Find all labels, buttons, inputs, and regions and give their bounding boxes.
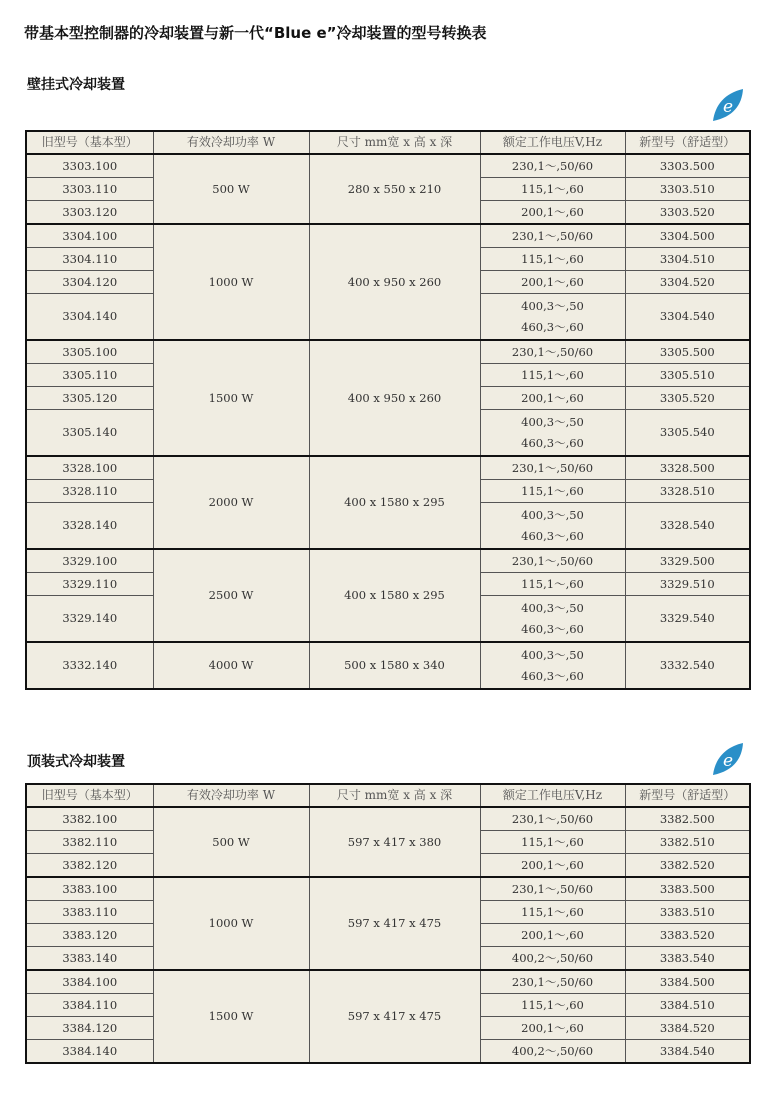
- voltage-line: 115,1～,60: [521, 483, 584, 498]
- voltage-cell: [480, 642, 625, 689]
- table-row: [26, 970, 750, 994]
- voltage-cell: [480, 340, 625, 364]
- old-model-header-line: 旧型号: [41, 135, 78, 149]
- old-model-cell: 3304.100: [26, 224, 153, 248]
- power-cell: 1500 W: [153, 970, 309, 1063]
- new-model-cell: 3329.540: [625, 596, 750, 643]
- new-model-cell: 3383.500: [625, 877, 750, 901]
- voltage-line: 460,3～,60: [521, 668, 584, 683]
- table-row: [26, 877, 750, 901]
- new-model-cell: 3332.540: [625, 642, 750, 689]
- voltage-cell: [480, 503, 625, 550]
- voltage-cell: [480, 224, 625, 248]
- old-model-cell: 3303.110: [26, 178, 153, 201]
- voltage-cell: [480, 154, 625, 178]
- voltage-line: 460,3～,60: [521, 621, 584, 636]
- power-cell: 1500 W: [153, 340, 309, 456]
- voltage-line: 400,2～,50/60: [511, 1043, 594, 1058]
- new-model-cell: 3384.510: [625, 994, 750, 1017]
- voltage-cell: [480, 294, 625, 341]
- new-model-header: [625, 131, 750, 154]
- old-model-cell: 3329.140: [26, 596, 153, 643]
- power-header: [153, 131, 309, 154]
- size-cell: 597 x 417 x 475: [309, 877, 480, 970]
- new-model-cell: 3303.510: [625, 178, 750, 201]
- voltage-line: 230,1～,50/60: [511, 344, 594, 359]
- old-model-cell: 3328.100: [26, 456, 153, 480]
- old-model-cell: 3304.140: [26, 294, 153, 341]
- voltage-line: 230,1～,50/60: [511, 974, 594, 989]
- voltage-line: 115,1～,60: [521, 251, 584, 266]
- voltage-header: [480, 784, 625, 807]
- voltage-line: 115,1～,60: [521, 904, 584, 919]
- power-cell: 2500 W: [153, 549, 309, 642]
- size-header-line: 宽 x 高 x 深: [387, 135, 453, 149]
- voltage-line: 400,3～,50: [521, 414, 584, 429]
- power-header: [153, 784, 309, 807]
- voltage-line: 400,3～,50: [521, 647, 584, 662]
- table-row: [26, 340, 750, 364]
- voltage-cell: [480, 410, 625, 457]
- roof-table-container: [25, 783, 749, 1064]
- power-header-text: 有效冷却功率 W: [186, 788, 276, 802]
- new-model-cell: 3382.510: [625, 831, 750, 854]
- voltage-line: 400,3～,50: [521, 507, 584, 522]
- voltage-line: 230,1～,50/60: [511, 811, 594, 826]
- old-model-cell: 3383.140: [26, 947, 153, 971]
- old-model-cell: 3328.140: [26, 503, 153, 550]
- new-model-cell: 3303.500: [625, 154, 750, 178]
- voltage-line: 400,2～,50/60: [511, 950, 594, 965]
- old-model-header: [26, 131, 153, 154]
- old-model-cell: 3383.120: [26, 924, 153, 947]
- voltage-line: 230,1～,50/60: [511, 881, 594, 896]
- size-cell: 400 x 950 x 260: [309, 224, 480, 340]
- new-model-cell: 3384.500: [625, 970, 750, 994]
- voltage-cell: [480, 924, 625, 947]
- new-model-cell: 3328.510: [625, 480, 750, 503]
- voltage-line: 230,1～,50/60: [511, 228, 594, 243]
- voltage-cell: [480, 854, 625, 878]
- size-header-line: 尺寸 mm: [336, 788, 388, 802]
- old-model-header: [26, 784, 153, 807]
- old-model-header-line: （基本型）: [77, 788, 138, 802]
- wall-table-container: [25, 130, 749, 690]
- voltage-cell: [480, 994, 625, 1017]
- old-model-cell: 3328.110: [26, 480, 153, 503]
- old-model-cell: 3384.110: [26, 994, 153, 1017]
- voltage-cell: [480, 1040, 625, 1064]
- voltage-line: 230,1～,50/60: [511, 158, 594, 173]
- new-model-cell: 3382.520: [625, 854, 750, 878]
- old-model-cell: 3305.110: [26, 364, 153, 387]
- new-model-cell: 3305.540: [625, 410, 750, 457]
- new-model-cell: 3383.540: [625, 947, 750, 971]
- page-title: 带基本型控制器的冷却装置与新一代“Blue e”冷却装置的型号转换表: [24, 24, 487, 42]
- new-model-cell: 3384.540: [625, 1040, 750, 1064]
- blue-e-leaf-icon: [709, 87, 745, 123]
- new-model-cell: 3383.520: [625, 924, 750, 947]
- voltage-cell: [480, 248, 625, 271]
- voltage-line: 230,1～,50/60: [511, 553, 594, 568]
- new-model-header-line: 新型号: [639, 788, 676, 802]
- size-header: [309, 131, 480, 154]
- power-cell: 500 W: [153, 807, 309, 877]
- size-cell: 400 x 1580 x 295: [309, 456, 480, 549]
- new-model-cell: 3304.510: [625, 248, 750, 271]
- table-row: [26, 456, 750, 480]
- voltage-header-line: 额定工作电压: [502, 788, 575, 802]
- old-model-cell: 3382.100: [26, 807, 153, 831]
- power-header-text: 有效冷却功率 W: [186, 135, 276, 149]
- old-model-cell: 3382.120: [26, 854, 153, 878]
- old-model-cell: 3303.100: [26, 154, 153, 178]
- voltage-cell: [480, 807, 625, 831]
- power-cell: 1000 W: [153, 877, 309, 970]
- wall-unit-table: [25, 130, 751, 690]
- new-model-header-line: （舒适型）: [675, 788, 736, 802]
- new-model-cell: 3384.520: [625, 1017, 750, 1040]
- voltage-cell: [480, 947, 625, 971]
- size-header-line: 尺寸 mm: [336, 135, 388, 149]
- old-model-cell: 3304.110: [26, 248, 153, 271]
- table-row: [26, 642, 750, 689]
- old-model-cell: 3329.100: [26, 549, 153, 573]
- voltage-cell: [480, 271, 625, 294]
- old-model-cell: 3384.120: [26, 1017, 153, 1040]
- voltage-line: 200,1～,60: [521, 204, 584, 219]
- old-model-cell: 3384.100: [26, 970, 153, 994]
- new-model-header-line: （舒适型）: [675, 135, 736, 149]
- voltage-cell: [480, 549, 625, 573]
- new-model-header: [625, 784, 750, 807]
- voltage-line: 115,1～,60: [521, 181, 584, 196]
- new-model-cell: 3305.500: [625, 340, 750, 364]
- voltage-line: 200,1～,60: [521, 274, 584, 289]
- old-model-cell: 3383.100: [26, 877, 153, 901]
- voltage-line: 200,1～,60: [521, 390, 584, 405]
- voltage-cell: [480, 596, 625, 643]
- old-model-header-line: （基本型）: [77, 135, 138, 149]
- voltage-cell: [480, 178, 625, 201]
- new-model-cell: 3329.500: [625, 549, 750, 573]
- size-cell: 597 x 417 x 380: [309, 807, 480, 877]
- voltage-line: 400,3～,50: [521, 600, 584, 615]
- voltage-line: 115,1～,60: [521, 576, 584, 591]
- old-model-cell: 3383.110: [26, 901, 153, 924]
- voltage-line: 460,3～,60: [521, 528, 584, 543]
- new-model-cell: 3304.500: [625, 224, 750, 248]
- new-model-cell: 3304.540: [625, 294, 750, 341]
- voltage-cell: [480, 480, 625, 503]
- voltage-header-line: 额定工作电压: [502, 135, 575, 149]
- size-cell: 400 x 950 x 260: [309, 340, 480, 456]
- voltage-header-line: V,Hz: [574, 788, 603, 802]
- size-cell: 400 x 1580 x 295: [309, 549, 480, 642]
- table-row: [26, 549, 750, 573]
- power-cell: 500 W: [153, 154, 309, 224]
- old-model-cell: 3382.110: [26, 831, 153, 854]
- voltage-cell: [480, 573, 625, 596]
- old-model-cell: 3303.120: [26, 201, 153, 225]
- voltage-line: 230,1～,50/60: [511, 460, 594, 475]
- voltage-header: [480, 131, 625, 154]
- table-row: [26, 224, 750, 248]
- wall-section-title: 壁挂式冷却装置: [27, 77, 125, 93]
- size-header-line: 宽 x 高 x 深: [387, 788, 453, 802]
- voltage-cell: [480, 901, 625, 924]
- voltage-line: 115,1～,60: [521, 834, 584, 849]
- voltage-cell: [480, 201, 625, 225]
- voltage-line: 115,1～,60: [521, 997, 584, 1012]
- voltage-cell: [480, 364, 625, 387]
- voltage-line: 460,3～,60: [521, 435, 584, 450]
- power-cell: 1000 W: [153, 224, 309, 340]
- size-cell: 597 x 417 x 475: [309, 970, 480, 1063]
- new-model-cell: 3328.500: [625, 456, 750, 480]
- new-model-header-line: 新型号: [639, 135, 676, 149]
- old-model-cell: 3332.140: [26, 642, 153, 689]
- roof-section-title: 顶装式冷却装置: [27, 754, 125, 770]
- new-model-cell: 3304.520: [625, 271, 750, 294]
- svg-text:e: e: [722, 97, 734, 117]
- voltage-cell: [480, 831, 625, 854]
- roof-unit-table: [25, 783, 751, 1064]
- voltage-line: 115,1～,60: [521, 367, 584, 382]
- new-model-cell: 3382.500: [625, 807, 750, 831]
- size-cell: 500 x 1580 x 340: [309, 642, 480, 689]
- voltage-line: 200,1～,60: [521, 1020, 584, 1035]
- blue-e-leaf-icon: [709, 741, 745, 777]
- old-model-cell: 3305.100: [26, 340, 153, 364]
- voltage-cell: [480, 387, 625, 410]
- voltage-cell: [480, 1017, 625, 1040]
- new-model-cell: 3383.510: [625, 901, 750, 924]
- old-model-cell: 3384.140: [26, 1040, 153, 1064]
- new-model-cell: 3329.510: [625, 573, 750, 596]
- size-header: [309, 784, 480, 807]
- new-model-cell: 3328.540: [625, 503, 750, 550]
- table-row: [26, 807, 750, 831]
- old-model-cell: 3305.140: [26, 410, 153, 457]
- old-model-cell: 3304.120: [26, 271, 153, 294]
- voltage-cell: [480, 970, 625, 994]
- voltage-cell: [480, 456, 625, 480]
- new-model-cell: 3305.520: [625, 387, 750, 410]
- voltage-header-line: V,Hz: [574, 135, 603, 149]
- old-model-header-line: 旧型号: [41, 788, 78, 802]
- table-row: [26, 154, 750, 178]
- voltage-line: 400,3～,50: [521, 298, 584, 313]
- voltage-line: 460,3～,60: [521, 319, 584, 334]
- size-cell: 280 x 550 x 210: [309, 154, 480, 224]
- new-model-cell: 3303.520: [625, 201, 750, 225]
- voltage-line: 200,1～,60: [521, 857, 584, 872]
- voltage-line: 200,1～,60: [521, 927, 584, 942]
- old-model-cell: 3305.120: [26, 387, 153, 410]
- voltage-cell: [480, 877, 625, 901]
- power-cell: 2000 W: [153, 456, 309, 549]
- power-cell: 4000 W: [153, 642, 309, 689]
- old-model-cell: 3329.110: [26, 573, 153, 596]
- svg-text:e: e: [722, 751, 734, 771]
- new-model-cell: 3305.510: [625, 364, 750, 387]
